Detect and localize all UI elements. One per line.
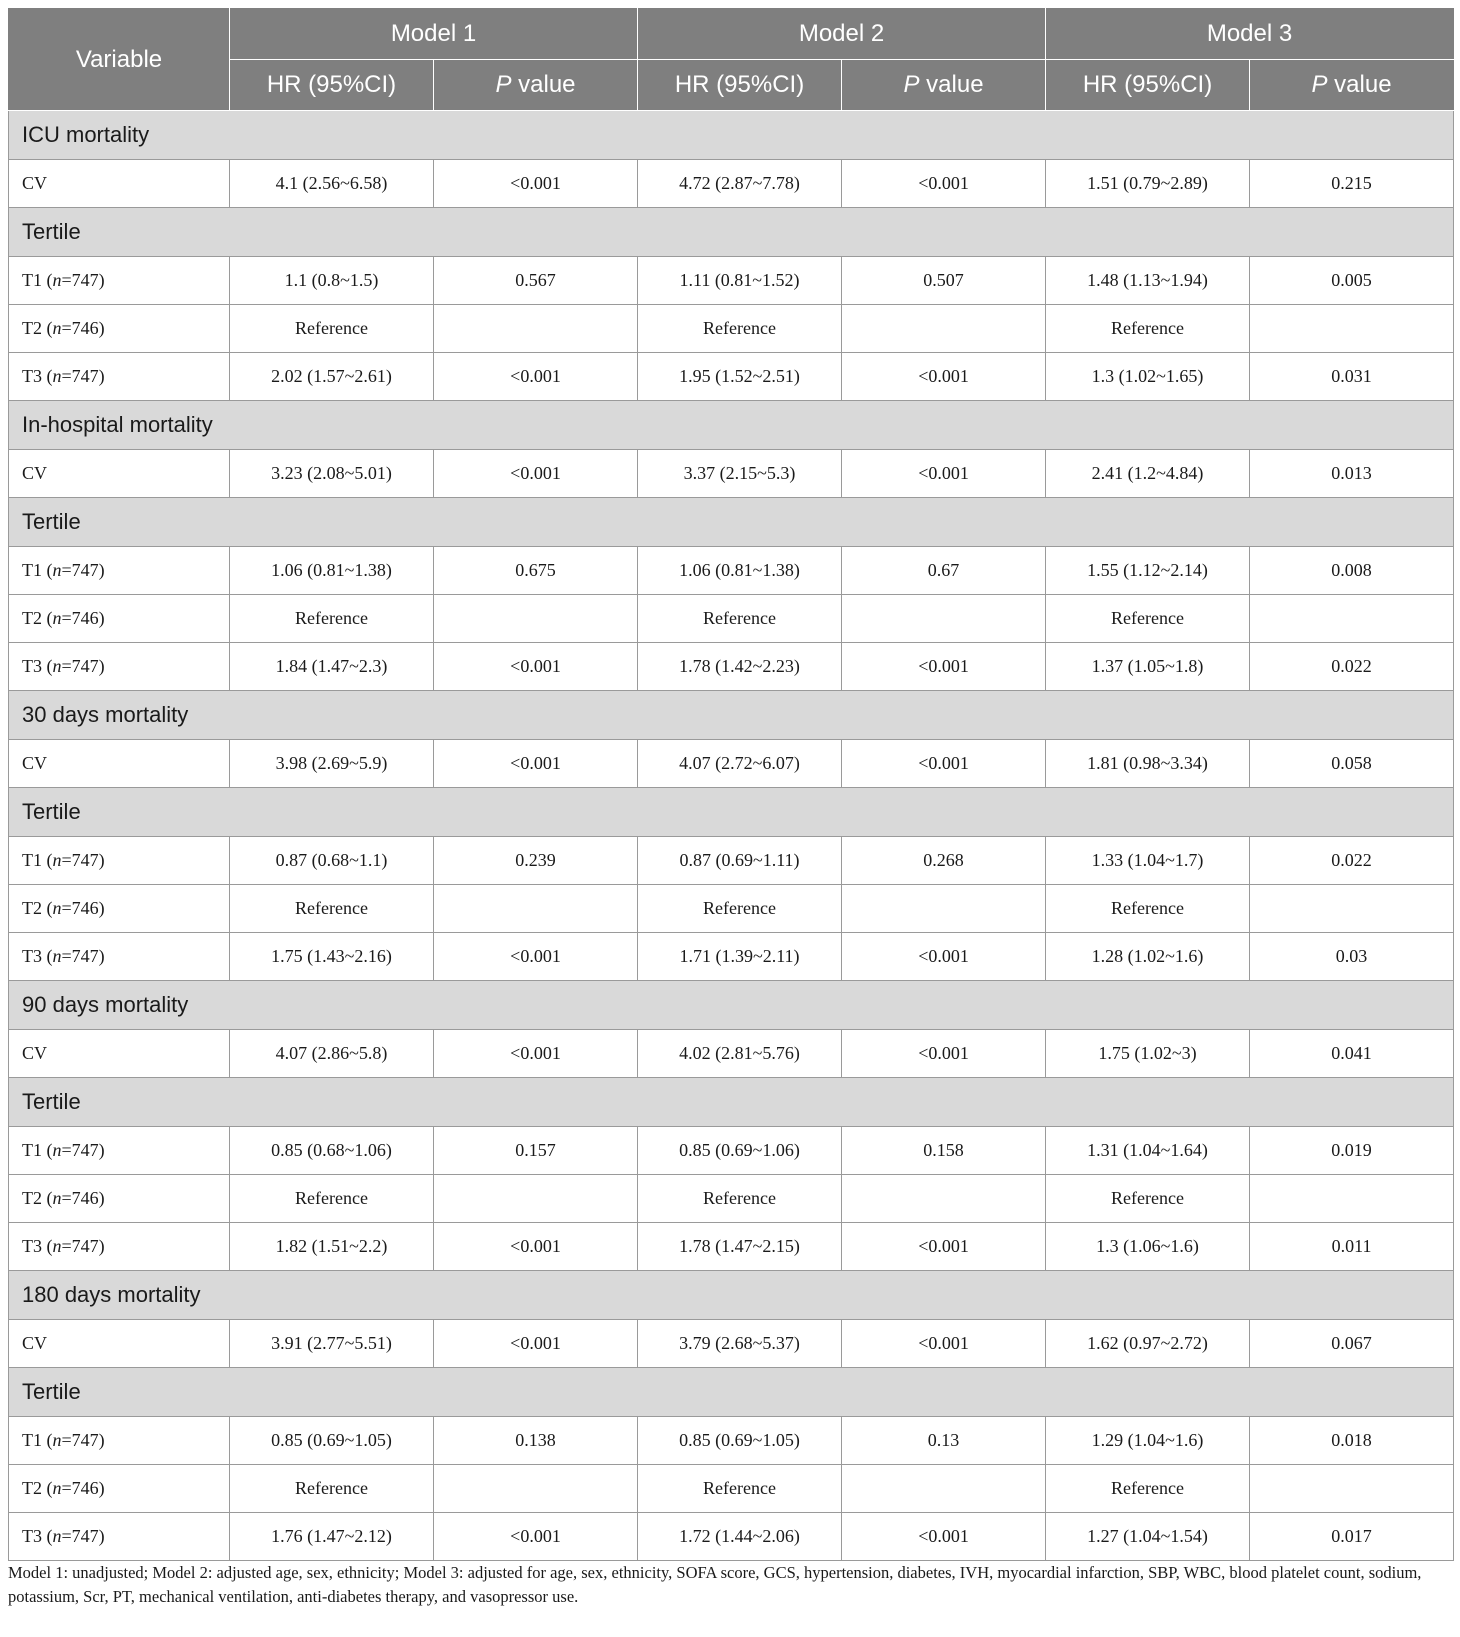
hr-cell: Reference bbox=[230, 595, 434, 643]
section-row bbox=[9, 1368, 1454, 1417]
p-value-cell: <0.001 bbox=[434, 740, 638, 788]
p-value-cell: 0.017 bbox=[1250, 1513, 1454, 1561]
tertile-name: T1 bbox=[22, 1140, 42, 1160]
hr-cell: 0.85 (0.68~1.06) bbox=[230, 1127, 434, 1175]
tertile-name: T3 bbox=[22, 366, 42, 386]
p-value-cell: 0.022 bbox=[1250, 837, 1454, 885]
p-value-cell: <0.001 bbox=[842, 1513, 1046, 1561]
table-row bbox=[9, 547, 1454, 595]
p-value-cell bbox=[434, 885, 638, 933]
row-label: T1 (n=747) bbox=[9, 257, 230, 305]
p-value-cell: 0.005 bbox=[1250, 257, 1454, 305]
p-value-header bbox=[842, 60, 1046, 111]
hr-cell: 1.1 (0.8~1.5) bbox=[230, 257, 434, 305]
table-row bbox=[9, 1175, 1454, 1223]
hr-cell: 3.91 (2.77~5.51) bbox=[230, 1320, 434, 1368]
n-italic: n bbox=[52, 1526, 62, 1546]
p-value-cell: <0.001 bbox=[842, 1223, 1046, 1271]
hr-cell: Reference bbox=[638, 595, 842, 643]
p-value-cell: <0.001 bbox=[842, 1320, 1046, 1368]
table-row bbox=[9, 837, 1454, 885]
tertile-name: T3 bbox=[22, 1236, 42, 1256]
hr-cell: 1.28 (1.02~1.6) bbox=[1046, 933, 1250, 981]
row-label: T1 (n=747) bbox=[9, 1417, 230, 1465]
table-row bbox=[9, 1030, 1454, 1078]
p-value-cell: 0.158 bbox=[842, 1127, 1046, 1175]
p-value-cell bbox=[434, 595, 638, 643]
n-italic: n bbox=[52, 946, 62, 966]
section-row bbox=[9, 111, 1454, 160]
hr-cell: 1.27 (1.04~1.54) bbox=[1046, 1513, 1250, 1561]
hr-cell: Reference bbox=[638, 885, 842, 933]
section-title: 30 days mortality bbox=[9, 691, 1454, 740]
section-title: 180 days mortality bbox=[9, 1271, 1454, 1320]
row-label: CV bbox=[9, 450, 230, 498]
n-count: =747 bbox=[61, 1430, 99, 1450]
hr-cell: 2.02 (1.57~2.61) bbox=[230, 353, 434, 401]
tertile-name: T2 bbox=[22, 898, 42, 918]
p-value-cell bbox=[842, 1175, 1046, 1223]
p-value-cell bbox=[842, 595, 1046, 643]
hr-cell: 1.75 (1.43~2.16) bbox=[230, 933, 434, 981]
table-row bbox=[9, 740, 1454, 788]
hr-cell: 1.76 (1.47~2.12) bbox=[230, 1513, 434, 1561]
p-value-cell bbox=[434, 1175, 638, 1223]
variable-header: Variable bbox=[9, 9, 230, 111]
table-row bbox=[9, 1223, 1454, 1271]
hr-cell: 1.78 (1.42~2.23) bbox=[638, 643, 842, 691]
p-value-cell: 0.018 bbox=[1250, 1417, 1454, 1465]
hr-cell: Reference bbox=[638, 305, 842, 353]
hr-cell: 4.07 (2.86~5.8) bbox=[230, 1030, 434, 1078]
p-value-cell: 0.041 bbox=[1250, 1030, 1454, 1078]
hr-cell: 1.31 (1.04~1.64) bbox=[1046, 1127, 1250, 1175]
hr-cell: 1.37 (1.05~1.8) bbox=[1046, 643, 1250, 691]
p-rest: value bbox=[1327, 71, 1392, 98]
row-label: T3 (n=747) bbox=[9, 643, 230, 691]
hr-cell: 2.41 (1.2~4.84) bbox=[1046, 450, 1250, 498]
section-row bbox=[9, 1271, 1454, 1320]
hr-cell: 1.51 (0.79~2.89) bbox=[1046, 160, 1250, 208]
table-row bbox=[9, 1513, 1454, 1561]
hr-cell: 1.3 (1.02~1.65) bbox=[1046, 353, 1250, 401]
tertile-name: T1 bbox=[22, 560, 42, 580]
p-value-cell: 0.031 bbox=[1250, 353, 1454, 401]
hr-cell: 3.79 (2.68~5.37) bbox=[638, 1320, 842, 1368]
tertile-name: T1 bbox=[22, 270, 42, 290]
hr-cell: Reference bbox=[230, 305, 434, 353]
n-italic: n bbox=[52, 608, 62, 628]
tertile-title: Tertile bbox=[9, 1078, 1454, 1127]
n-count: =746 bbox=[61, 1188, 99, 1208]
p-value-cell: 0.011 bbox=[1250, 1223, 1454, 1271]
hazard-ratio-table bbox=[8, 8, 1454, 1561]
tertile-name: T2 bbox=[22, 608, 42, 628]
n-italic: n bbox=[52, 1188, 62, 1208]
row-label: T2 (n=746) bbox=[9, 885, 230, 933]
hr-cell: Reference bbox=[1046, 305, 1250, 353]
row-label: CV bbox=[9, 740, 230, 788]
p-value-cell: <0.001 bbox=[434, 1223, 638, 1271]
hr-cell: 1.72 (1.44~2.06) bbox=[638, 1513, 842, 1561]
tertile-name: T3 bbox=[22, 1526, 42, 1546]
hr-cell: Reference bbox=[638, 1175, 842, 1223]
p-value-header bbox=[1250, 60, 1454, 111]
p-value-cell: <0.001 bbox=[434, 1030, 638, 1078]
n-count: =747 bbox=[61, 946, 99, 966]
p-value-cell bbox=[1250, 305, 1454, 353]
tertile-title: Tertile bbox=[9, 1368, 1454, 1417]
p-value-cell bbox=[1250, 885, 1454, 933]
table-row bbox=[9, 305, 1454, 353]
row-label: T3 (n=747) bbox=[9, 933, 230, 981]
p-value-cell: 0.215 bbox=[1250, 160, 1454, 208]
section-row bbox=[9, 691, 1454, 740]
p-italic: P bbox=[903, 71, 920, 98]
row-label: T1 (n=747) bbox=[9, 547, 230, 595]
section-row bbox=[9, 1078, 1454, 1127]
p-value-cell bbox=[842, 885, 1046, 933]
table-body bbox=[9, 111, 1454, 1561]
table-row bbox=[9, 257, 1454, 305]
hr-cell: 3.23 (2.08~5.01) bbox=[230, 450, 434, 498]
n-count: =747 bbox=[61, 366, 99, 386]
n-count: =746 bbox=[61, 1478, 99, 1498]
p-value-cell: 0.022 bbox=[1250, 643, 1454, 691]
p-italic: P bbox=[1311, 71, 1328, 98]
p-value-cell bbox=[842, 305, 1046, 353]
hr-cell: 1.06 (0.81~1.38) bbox=[230, 547, 434, 595]
p-value-cell: 0.507 bbox=[842, 257, 1046, 305]
section-title: In-hospital mortality bbox=[9, 401, 1454, 450]
n-count: =747 bbox=[61, 1140, 99, 1160]
hr-cell: 1.95 (1.52~2.51) bbox=[638, 353, 842, 401]
hr-cell: 1.75 (1.02~3) bbox=[1046, 1030, 1250, 1078]
hr-cell: 1.11 (0.81~1.52) bbox=[638, 257, 842, 305]
section-title: ICU mortality bbox=[9, 111, 1454, 160]
hr-cell: 0.87 (0.69~1.11) bbox=[638, 837, 842, 885]
p-value-cell bbox=[434, 305, 638, 353]
hr-cell: 1.3 (1.06~1.6) bbox=[1046, 1223, 1250, 1271]
n-italic: n bbox=[52, 898, 62, 918]
table-footnote: Model 1: unadjusted; Model 2: adjusted age, sex, ethnicity; Model 3: adjusted for age, sex, ethnicity, SOFA score, GCS, hypertension, diabetes, IVH, myocardial infarction, SBP, WBC, blood platelet count, sodium, potassium, Scr, PT, mechanical ventilation, anti-diabetes therapy, and vasopressor use. bbox=[8, 1563, 1422, 1606]
tertile-name: T1 bbox=[22, 1430, 42, 1450]
p-value-cell: 0.675 bbox=[434, 547, 638, 595]
p-value-cell: <0.001 bbox=[842, 740, 1046, 788]
p-value-cell: <0.001 bbox=[842, 933, 1046, 981]
p-value-cell: 0.058 bbox=[1250, 740, 1454, 788]
hr-cell: 1.71 (1.39~2.11) bbox=[638, 933, 842, 981]
tertile-title: Tertile bbox=[9, 208, 1454, 257]
hr-cell: Reference bbox=[230, 1465, 434, 1513]
n-italic: n bbox=[52, 1236, 62, 1256]
hr-cell: 4.07 (2.72~6.07) bbox=[638, 740, 842, 788]
p-value-cell bbox=[1250, 1175, 1454, 1223]
n-italic: n bbox=[52, 850, 62, 870]
table-row bbox=[9, 1320, 1454, 1368]
p-value-cell: 0.67 bbox=[842, 547, 1046, 595]
table-row bbox=[9, 1417, 1454, 1465]
table-row bbox=[9, 1465, 1454, 1513]
hr-header: HR (95%CI) bbox=[638, 60, 842, 111]
hr-cell: 4.72 (2.87~7.78) bbox=[638, 160, 842, 208]
section-row bbox=[9, 498, 1454, 547]
p-value-cell: <0.001 bbox=[434, 1320, 638, 1368]
section-row bbox=[9, 788, 1454, 837]
hr-cell: Reference bbox=[638, 1465, 842, 1513]
model-2-header: Model 2 bbox=[638, 9, 1046, 60]
table-row bbox=[9, 353, 1454, 401]
row-label: T3 (n=747) bbox=[9, 353, 230, 401]
hr-cell: 0.87 (0.68~1.1) bbox=[230, 837, 434, 885]
n-italic: n bbox=[52, 270, 62, 290]
hr-header: HR (95%CI) bbox=[230, 60, 434, 111]
n-count: =746 bbox=[61, 898, 99, 918]
hr-cell: 1.48 (1.13~1.94) bbox=[1046, 257, 1250, 305]
hr-cell: 1.29 (1.04~1.6) bbox=[1046, 1417, 1250, 1465]
tertile-title: Tertile bbox=[9, 498, 1454, 547]
hr-cell: 1.06 (0.81~1.38) bbox=[638, 547, 842, 595]
table-row bbox=[9, 595, 1454, 643]
hr-cell: 0.85 (0.69~1.05) bbox=[230, 1417, 434, 1465]
n-count: =747 bbox=[61, 1236, 99, 1256]
n-italic: n bbox=[52, 656, 62, 676]
p-value-cell: <0.001 bbox=[842, 1030, 1046, 1078]
p-value-cell bbox=[1250, 595, 1454, 643]
hr-cell: Reference bbox=[230, 1175, 434, 1223]
tertile-name: T1 bbox=[22, 850, 42, 870]
table-row bbox=[9, 643, 1454, 691]
hr-cell: Reference bbox=[1046, 1465, 1250, 1513]
hr-cell: 0.85 (0.69~1.05) bbox=[638, 1417, 842, 1465]
n-count: =746 bbox=[61, 318, 99, 338]
p-value-cell: 0.138 bbox=[434, 1417, 638, 1465]
row-label: T3 (n=747) bbox=[9, 1223, 230, 1271]
p-value-cell: <0.001 bbox=[842, 353, 1046, 401]
n-count: =747 bbox=[61, 560, 99, 580]
p-value-header bbox=[434, 60, 638, 111]
hr-cell: 1.62 (0.97~2.72) bbox=[1046, 1320, 1250, 1368]
hr-header: HR (95%CI) bbox=[1046, 60, 1250, 111]
row-label: T2 (n=746) bbox=[9, 595, 230, 643]
row-label: CV bbox=[9, 160, 230, 208]
p-value-cell bbox=[434, 1465, 638, 1513]
table-header bbox=[9, 9, 1454, 111]
table-row bbox=[9, 933, 1454, 981]
p-value-cell: 0.239 bbox=[434, 837, 638, 885]
hr-cell: 1.84 (1.47~2.3) bbox=[230, 643, 434, 691]
p-value-cell: 0.067 bbox=[1250, 1320, 1454, 1368]
p-italic: P bbox=[495, 71, 512, 98]
row-label: T2 (n=746) bbox=[9, 1465, 230, 1513]
tertile-title: Tertile bbox=[9, 788, 1454, 837]
hr-cell: Reference bbox=[1046, 1175, 1250, 1223]
n-italic: n bbox=[52, 560, 62, 580]
p-rest: value bbox=[919, 71, 984, 98]
row-label: CV bbox=[9, 1320, 230, 1368]
table-row bbox=[9, 160, 1454, 208]
tertile-name: T3 bbox=[22, 946, 42, 966]
p-rest: value bbox=[511, 71, 576, 98]
n-count: =747 bbox=[61, 850, 99, 870]
row-label: T3 (n=747) bbox=[9, 1513, 230, 1561]
tertile-name: T2 bbox=[22, 1188, 42, 1208]
p-value-cell bbox=[1250, 1465, 1454, 1513]
table-row bbox=[9, 450, 1454, 498]
p-value-cell: <0.001 bbox=[434, 450, 638, 498]
n-italic: n bbox=[52, 1430, 62, 1450]
hr-cell: Reference bbox=[1046, 885, 1250, 933]
hr-cell: 0.85 (0.69~1.06) bbox=[638, 1127, 842, 1175]
n-italic: n bbox=[52, 366, 62, 386]
hr-cell: 4.02 (2.81~5.76) bbox=[638, 1030, 842, 1078]
tertile-name: T2 bbox=[22, 1478, 42, 1498]
hr-cell: 3.37 (2.15~5.3) bbox=[638, 450, 842, 498]
p-value-cell: <0.001 bbox=[842, 450, 1046, 498]
model-3-header: Model 3 bbox=[1046, 9, 1454, 60]
n-italic: n bbox=[52, 1140, 62, 1160]
section-title: 90 days mortality bbox=[9, 981, 1454, 1030]
hr-cell: 1.55 (1.12~2.14) bbox=[1046, 547, 1250, 595]
p-value-cell: 0.008 bbox=[1250, 547, 1454, 595]
hr-cell: 3.98 (2.69~5.9) bbox=[230, 740, 434, 788]
section-row bbox=[9, 401, 1454, 450]
p-value-cell bbox=[842, 1465, 1046, 1513]
p-value-cell: <0.001 bbox=[434, 643, 638, 691]
p-value-cell: 0.157 bbox=[434, 1127, 638, 1175]
p-value-cell: 0.03 bbox=[1250, 933, 1454, 981]
model-1-header: Model 1 bbox=[230, 9, 638, 60]
row-label: T1 (n=747) bbox=[9, 1127, 230, 1175]
n-count: =747 bbox=[61, 270, 99, 290]
p-value-cell: <0.001 bbox=[434, 160, 638, 208]
row-label: T2 (n=746) bbox=[9, 1175, 230, 1223]
p-value-cell: 0.13 bbox=[842, 1417, 1046, 1465]
row-label: T2 (n=746) bbox=[9, 305, 230, 353]
p-value-cell: 0.268 bbox=[842, 837, 1046, 885]
table-row bbox=[9, 885, 1454, 933]
row-label: T1 (n=747) bbox=[9, 837, 230, 885]
n-count: =747 bbox=[61, 656, 99, 676]
hr-cell: Reference bbox=[230, 885, 434, 933]
section-row bbox=[9, 208, 1454, 257]
hr-cell: Reference bbox=[1046, 595, 1250, 643]
n-italic: n bbox=[52, 1478, 62, 1498]
tertile-name: T3 bbox=[22, 656, 42, 676]
row-label: CV bbox=[9, 1030, 230, 1078]
p-value-cell: 0.013 bbox=[1250, 450, 1454, 498]
hr-cell: 1.81 (0.98~3.34) bbox=[1046, 740, 1250, 788]
hr-cell: 4.1 (2.56~6.58) bbox=[230, 160, 434, 208]
n-count: =747 bbox=[61, 1526, 99, 1546]
n-count: =746 bbox=[61, 608, 99, 628]
p-value-cell: <0.001 bbox=[434, 353, 638, 401]
p-value-cell: <0.001 bbox=[842, 643, 1046, 691]
p-value-cell: 0.019 bbox=[1250, 1127, 1454, 1175]
results-table-container bbox=[8, 8, 1453, 1561]
p-value-cell: <0.001 bbox=[434, 933, 638, 981]
p-value-cell: <0.001 bbox=[842, 160, 1046, 208]
hr-cell: 1.82 (1.51~2.2) bbox=[230, 1223, 434, 1271]
p-value-cell: <0.001 bbox=[434, 1513, 638, 1561]
p-value-cell: 0.567 bbox=[434, 257, 638, 305]
section-row bbox=[9, 981, 1454, 1030]
hr-cell: 1.33 (1.04~1.7) bbox=[1046, 837, 1250, 885]
hr-cell: 1.78 (1.47~2.15) bbox=[638, 1223, 842, 1271]
tertile-name: T2 bbox=[22, 318, 42, 338]
table-row bbox=[9, 1127, 1454, 1175]
n-italic: n bbox=[52, 318, 62, 338]
